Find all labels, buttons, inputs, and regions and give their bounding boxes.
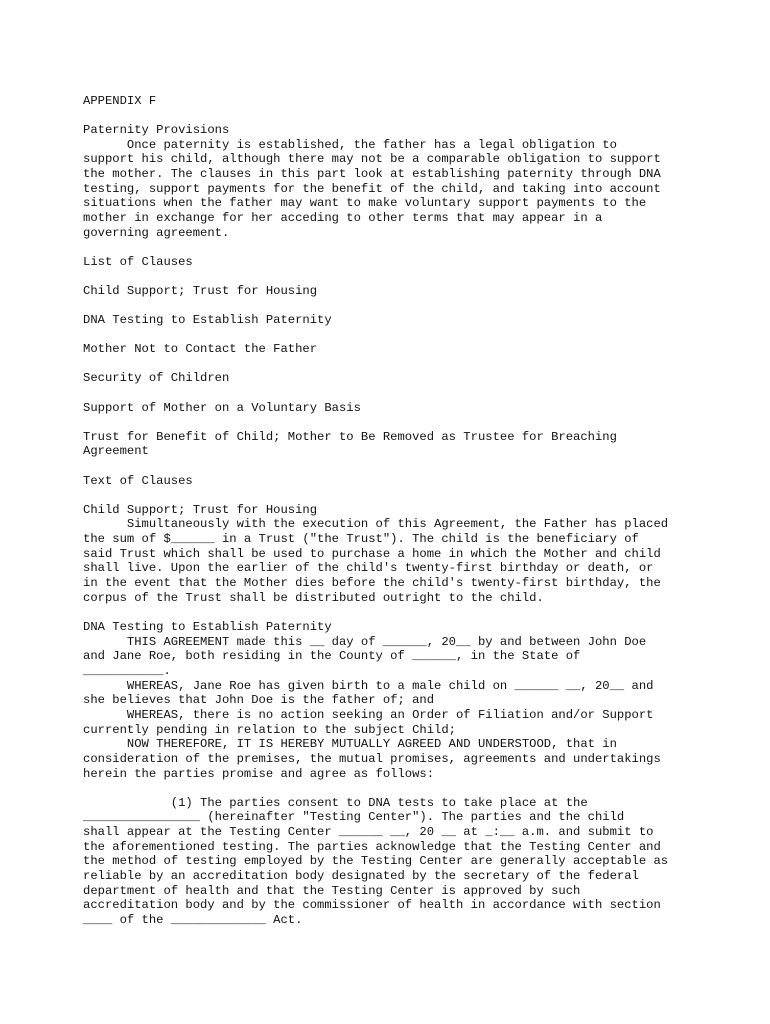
clause-list-item: Trust for Benefit of Child; Mother to Be Removed as Trustee for Breaching — [83, 429, 617, 444]
child-support-line: in the event that the Mother dies before the child's twenty-first birthday, the — [83, 576, 661, 590]
dna-testing-line: herein the parties promise and agree as follows: — [83, 766, 435, 781]
item-1-line: (1) The parties consent to DNA tests to take place at the — [83, 795, 588, 810]
child-support-line: Simultaneously with the execution of this Agreement, the Father has placed — [83, 517, 669, 532]
item-1-line: the method of testing employed by the Testing Center are generally acceptable as — [83, 854, 669, 869]
intro-line: governing agreement. — [83, 225, 230, 240]
section-title: Paternity Provisions — [83, 123, 230, 137]
dna-testing-line: WHEREAS, there is no action seeking an Order of Filiation and/or Support — [83, 707, 654, 722]
clause-list-item: Support of Mother on a Voluntary Basis — [83, 400, 361, 415]
item-1-line: shall appear at the Testing Center ______ __, 20 __ at _:__ a.m. and submit to — [83, 825, 654, 840]
child-support-line: said Trust which shall be used to purchase a home in which the Mother and child — [83, 546, 661, 561]
dna-testing-line: consideration of the premises, the mutual promises, agreements and undertakings — [83, 751, 661, 766]
child-support-line: the sum of $______ in a Trust ("the Trust"). The child is the beneficiary of — [83, 532, 639, 547]
dna-testing-line: ___________. — [83, 663, 171, 678]
item-1-line: ________________ (hereinafter "Testing Center"). The parties and the child — [83, 810, 625, 825]
child-support-line: shall live. Upon the earlier of the child's twenty-first birthday or death, or — [83, 561, 654, 576]
intro-line: testing, support payments for the benefit of the child, and taking into account — [83, 181, 661, 196]
dna-testing-line: she believes that John Doe is the father of; and — [83, 693, 435, 708]
item-1-line: accreditation body and by the commissioner of health in accordance with section — [83, 898, 661, 913]
list-heading: List of Clauses — [83, 254, 193, 269]
dna-testing-line: currently pending in relation to the subject Child; — [83, 722, 456, 737]
intro-line: situations when the father may want to make voluntary support payments to the — [83, 196, 647, 211]
clause-list-item: Mother Not to Contact the Father — [83, 342, 318, 357]
dna-testing-line: THIS AGREEMENT made this __ day of ______, 20__ by and between John Doe — [83, 634, 647, 649]
child-support-title: Child Support; Trust for Housing — [83, 502, 318, 517]
intro-line: the mother. The clauses in this part look at establishing paternity through DNA — [83, 166, 661, 181]
appendix-heading: APPENDIX F — [83, 94, 157, 108]
dna-testing-line: NOW THEREFORE, IT IS HEREBY MUTUALLY AGREED AND UNDERSTOOD, that in — [83, 737, 617, 752]
item-1-line: the aforementioned testing. The parties acknowledge that the Testing Center and — [83, 839, 661, 854]
text-heading: Text of Clauses — [83, 473, 193, 488]
dna-testing-line: and Jane Roe, both residing in the County of ______, in the State of — [83, 649, 581, 664]
dna-testing-line: WHEREAS, Jane Roe has given birth to a male child on ______ __, 20__ and — [83, 678, 654, 693]
item-1-line: reliable by an accreditation body designated by the secretary of the federal — [83, 869, 639, 883]
intro-line: support his child, although there may not be a comparable obligation to support — [83, 152, 661, 167]
item-1-line: ____ of the _____________ Act. — [83, 913, 303, 927]
clause-list-item: Security of Children — [83, 371, 230, 386]
clause-list-item: DNA Testing to Establish Paternity — [83, 313, 332, 327]
child-support-line: corpus of the Trust shall be distributed outright to the child. — [83, 590, 544, 605]
clause-list-item: Agreement — [83, 444, 149, 459]
dna-testing-title: DNA Testing to Establish Paternity — [83, 620, 332, 634]
intro-line: mother in exchange for her acceding to other terms that may appear in a — [83, 210, 603, 225]
clause-list-item: Child Support; Trust for Housing — [83, 283, 318, 298]
intro-line: Once paternity is established, the father has a legal obligation to — [83, 137, 617, 152]
item-1-line: department of health and that the Testing Center is approved by such — [83, 883, 581, 898]
